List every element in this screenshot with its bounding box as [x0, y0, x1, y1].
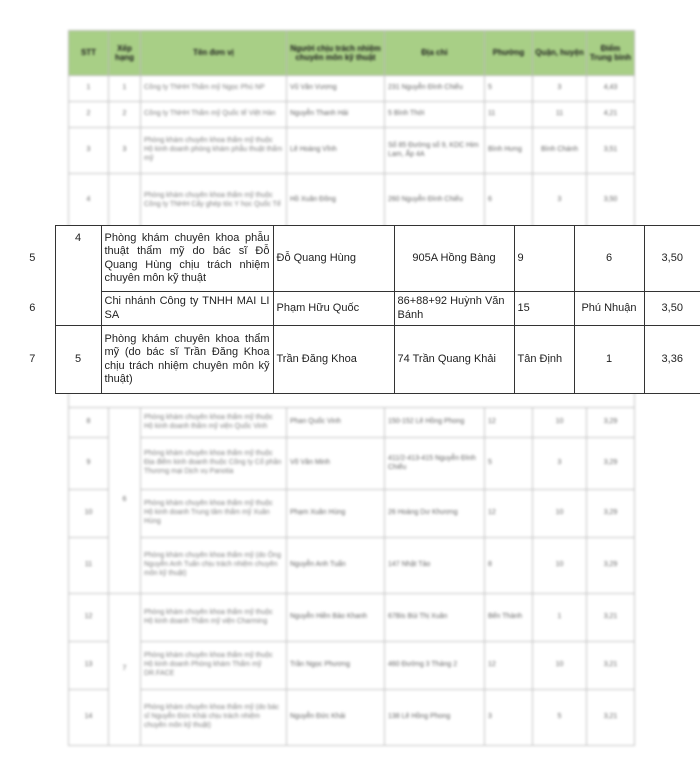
- cell-address: Số 85 Đường số 9, KDC Him Lam, Ấp 4A: [385, 128, 485, 174]
- cell-stt: 10: [69, 490, 109, 538]
- cell-address: 138 Lê Hồng Phong: [385, 690, 485, 746]
- cell-district: 3: [533, 174, 587, 228]
- highlighted-rows-table: [10, 225, 700, 394]
- cell-person: Trần Ngọc Phương: [287, 642, 385, 690]
- cell-rank: [109, 174, 141, 228]
- cell-stt: 2: [69, 102, 109, 128]
- cell-district: 1: [574, 326, 644, 394]
- cell-district: 5: [533, 690, 587, 746]
- cell-score: 3,51: [587, 128, 635, 174]
- cell-score: 3,21: [587, 594, 635, 642]
- cell-person: Đỗ Quang Hùng: [273, 226, 394, 292]
- cell-district: 11: [533, 102, 587, 128]
- cell-district: 10: [533, 408, 587, 438]
- cell-ward: 11: [485, 102, 533, 128]
- cell-address: 231 Nguyễn Đình Chiểu: [385, 76, 485, 102]
- cell-ward: 8: [485, 538, 533, 594]
- table-row: [69, 690, 635, 746]
- cell-person: Vũ Văn Vương: [287, 76, 385, 102]
- cell-rank: 7: [109, 594, 141, 746]
- header-rank: Xếp hạng: [109, 31, 141, 76]
- cell-stt: 6: [10, 292, 55, 326]
- cell-unit: Phòng khám chuyên khoa thẩm mỹ (do Ông Nguyễn Anh Tuấn chịu trách nhiệm chuyên môn kỹ thuật): [141, 538, 287, 594]
- cell-score: 3,36: [644, 326, 700, 394]
- cell-rank: 4: [55, 226, 101, 326]
- cell-stt: 5: [10, 226, 55, 292]
- cell-district: 3: [533, 438, 587, 490]
- table-row: [69, 174, 635, 228]
- cell-unit: Công ty TNHH Thẩm mỹ Quốc tế Việt Hàn: [141, 102, 287, 128]
- cell-rank: 5: [55, 326, 101, 394]
- cell-rank: 2: [109, 102, 141, 128]
- table-row: [69, 642, 635, 690]
- cell-district: 10: [533, 538, 587, 594]
- table-row: [10, 326, 700, 394]
- cell-district: 1: [533, 594, 587, 642]
- cell-district: 3: [533, 76, 587, 102]
- cell-stt: 12: [69, 594, 109, 642]
- table-row: [69, 128, 635, 174]
- header-person: Người chịu trách nhiệm chuyên môn kỹ thuật: [287, 31, 385, 76]
- cell-unit: Phòng khám chuyên khoa thẩm mỹ thuộc Hộ kinh doanh Thẩm mỹ viện Charming: [141, 594, 287, 642]
- table-header-row: [69, 31, 635, 76]
- cell-address: 905A Hồng Bàng: [394, 226, 514, 292]
- cell-ward: 6: [485, 174, 533, 228]
- cell-address: 460 Đường 3 Tháng 2: [385, 642, 485, 690]
- cell-rank: 6: [109, 408, 141, 594]
- cell-stt: 7: [10, 326, 55, 394]
- cell-district: 10: [533, 642, 587, 690]
- cell-district: Phú Nhuận: [574, 292, 644, 326]
- cell-unit: Phòng khám chuyên khoa thẩm mỹ thuộc Hộ kinh doanh Trung tâm thẩm mỹ Xuân Hùng: [141, 490, 287, 538]
- cell-score: 3,21: [587, 690, 635, 746]
- cell-score: 3,50: [644, 226, 700, 292]
- cell-stt: 14: [69, 690, 109, 746]
- cell-rank: 3: [109, 128, 141, 174]
- cell-address: 86+88+92 Huỳnh Văn Bánh: [394, 292, 514, 326]
- cell-stt: 13: [69, 642, 109, 690]
- cell-address: 411/2-413-415 Nguyễn Đình Chiểu: [385, 438, 485, 490]
- header-unit: Tên đơn vị: [141, 31, 287, 76]
- cell-stt: 11: [69, 538, 109, 594]
- cell-score: 3,29: [587, 490, 635, 538]
- table-row: [69, 438, 635, 490]
- cell-ward: 12: [485, 642, 533, 690]
- cell-stt: 8: [69, 408, 109, 438]
- cell-unit: Phòng khám chuyên khoa thẩm mỹ thuộc Công ty TNHH Cấy ghép tóc Y học Quốc Tế: [141, 174, 287, 228]
- header-ward: Phường: [485, 31, 533, 76]
- table-row: [69, 594, 635, 642]
- cell-ward: 12: [485, 408, 533, 438]
- cell-ward: 5: [485, 438, 533, 490]
- header-address: Địa chỉ: [385, 31, 485, 76]
- cell-score: 3,29: [587, 438, 635, 490]
- cell-district: 6: [574, 226, 644, 292]
- cell-person: Nguyễn Thanh Hải: [287, 102, 385, 128]
- header-district: Quận, huyện: [533, 31, 587, 76]
- header-score: Điểm Trung bình: [587, 31, 635, 76]
- cell-address: 67Bis Bùi Thị Xuân: [385, 594, 485, 642]
- table-row: [69, 490, 635, 538]
- cell-person: Phạm Xuân Hùng: [287, 490, 385, 538]
- cell-person: Phạm Hữu Quốc: [273, 292, 394, 326]
- cell-person: Lê Hoàng Vĩnh: [287, 128, 385, 174]
- cell-ward: 3: [485, 690, 533, 746]
- cell-address: 147 Nhật Tảo: [385, 538, 485, 594]
- cell-person: Phan Quốc Vinh: [287, 408, 385, 438]
- cell-person: Nguyễn Đức Khải: [287, 690, 385, 746]
- cell-person: Nguyễn Anh Tuấn: [287, 538, 385, 594]
- cell-score: 3,50: [644, 292, 700, 326]
- cell-district: 10: [533, 490, 587, 538]
- cell-address: 26 Hoàng Dư Khương: [385, 490, 485, 538]
- cell-stt: 9: [69, 438, 109, 490]
- cell-ward: 5: [485, 76, 533, 102]
- cell-address: 74 Trần Quang Khải: [394, 326, 514, 394]
- cell-person: Võ Văn Minh: [287, 438, 385, 490]
- cell-stt: 4: [69, 174, 109, 228]
- cell-unit: Phòng khám chuyên khoa thẩm mỹ thuộc Hộ kinh doanh phòng khám phẫu thuật thẩm mỹ: [141, 128, 287, 174]
- cell-unit: Công ty TNHH Thẩm mỹ Ngọc Phú NP: [141, 76, 287, 102]
- cell-address: 5 Bình Thới: [385, 102, 485, 128]
- cell-district: Bình Chánh: [533, 128, 587, 174]
- cell-score: 3,50: [587, 174, 635, 228]
- table-row: [69, 76, 635, 102]
- cell-rank: 1: [109, 76, 141, 102]
- cell-unit: Chi nhánh Công ty TNHH MAI LI SA: [101, 292, 273, 326]
- cell-person: Trần Đăng Khoa: [273, 326, 394, 394]
- header-stt: STT: [69, 31, 109, 76]
- cell-address: 260 Nguyễn Đình Chiểu: [385, 174, 485, 228]
- cell-address: 150-152 Lê Hồng Phong: [385, 408, 485, 438]
- cell-person: Nguyễn Hiền Bảo Khanh: [287, 594, 385, 642]
- cell-unit: Phòng khám chuyên khoa thẩm mỹ thuộc Hộ kinh doanh Phòng khám Thẩm mỹ DR.FACE: [141, 642, 287, 690]
- cell-ward: 12: [485, 490, 533, 538]
- cell-ward: Bến Thành: [485, 594, 533, 642]
- cell-person: Hồ Xuân Đông: [287, 174, 385, 228]
- cell-stt: 1: [69, 76, 109, 102]
- cell-score: 3,21: [587, 642, 635, 690]
- cell-unit: Phòng khám chuyên khoa thẩm mỹ thuộc Địa điểm kinh doanh thuộc Công ty Cổ phần Thương mại Dịch vụ Panotia: [141, 438, 287, 490]
- cell-score: 3,29: [587, 408, 635, 438]
- cell-ward: Tân Định: [514, 326, 574, 394]
- cell-score: 4,43: [587, 76, 635, 102]
- table-row: [10, 292, 700, 326]
- cell-unit: Phòng khám chuyên khoa phẫu thuật thẩm mỹ do bác sĩ Đỗ Quang Hùng chịu trách nhiệm chuyên môn kỹ thuật: [101, 226, 273, 292]
- cell-unit: Phòng khám chuyên khoa thẩm mỹ (do bác sĩ Trần Đăng Khoa chịu trách nhiệm chuyên môn kỹ thuật): [101, 326, 273, 394]
- cell-ward: Bình Hưng: [485, 128, 533, 174]
- table-row: [69, 538, 635, 594]
- cell-stt: 3: [69, 128, 109, 174]
- cell-unit: Phòng khám chuyên khoa thẩm mỹ thuộc Hộ kinh doanh thẩm mỹ viện Quốc Vinh: [141, 408, 287, 438]
- cell-unit: Phòng khám chuyên khoa thẩm mỹ (do bác sĩ Nguyễn Đức Khải chịu trách nhiệm chuyên môn kỹ thuật): [141, 690, 287, 746]
- table-row: [69, 408, 635, 438]
- cell-score: 4,21: [587, 102, 635, 128]
- table-row: [69, 102, 635, 128]
- table-row: [10, 226, 700, 292]
- cell-ward: 15: [514, 292, 574, 326]
- cell-ward: 9: [514, 226, 574, 292]
- cell-score: 3,29: [587, 538, 635, 594]
